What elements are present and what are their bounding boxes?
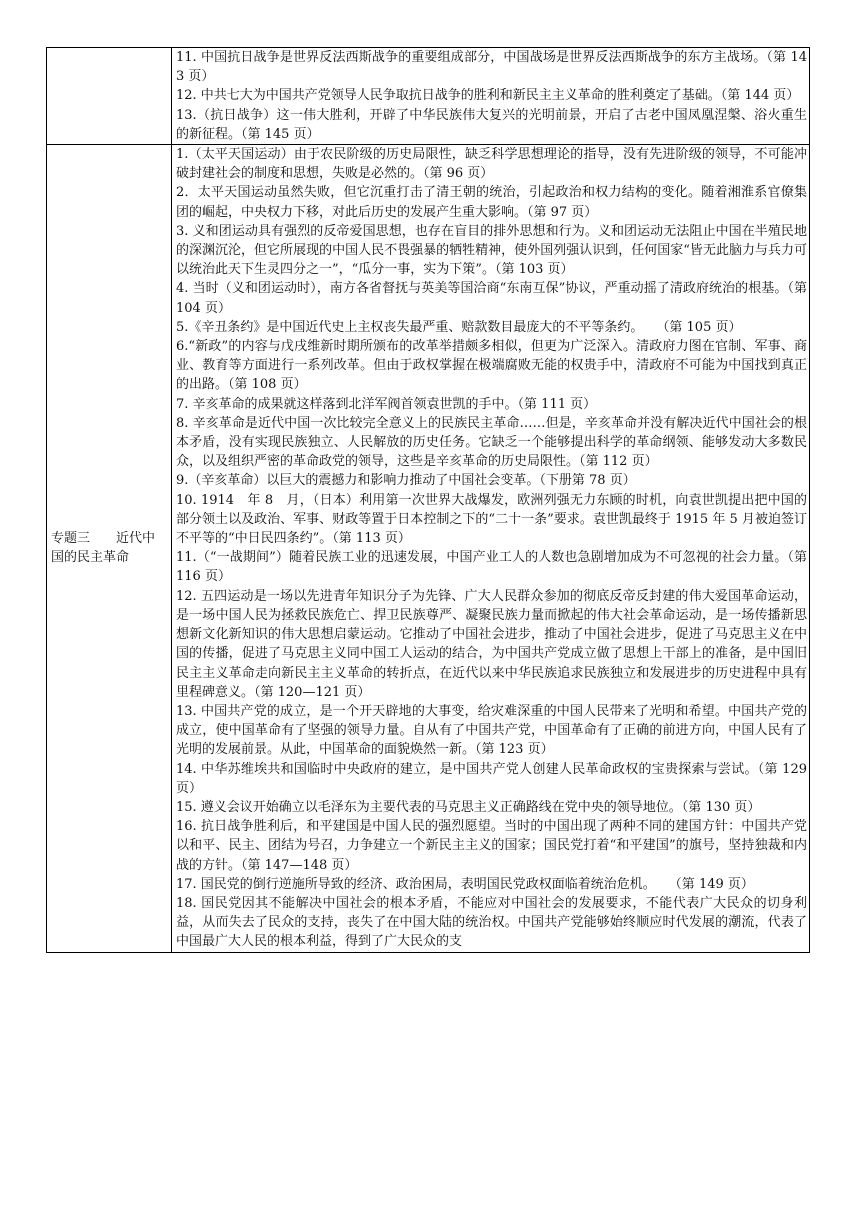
topic-cell: 专题三 近代中国的民主革命: [47, 145, 172, 953]
list-item: 18. 国民党因其不能解决中国社会的根本矛盾，不能应对中国社会的发展要求，不能代表广大民众的切身利益，从而失去了民众的支持，丧失了在中国大陆的统治权。中国共产党能够始终顺应时代发展的潮流，代表了中国最广大人民的根本利益，得到了广大民众的支: [176, 895, 807, 950]
list-item: 13. 中国共产党的成立，是一个开天辟地的大事变，给灾难深重的中国人民带来了光明和希望。中国共产党的成立，使中国革命有了坚强的领导力量。自从有了中国共产党，中国革命有了正确的前进方向，中国人民有了光明的发展前景。从此，中国革命的面貌焕然一新。（第 123 页）: [176, 703, 807, 758]
list-item: 12. 中共七大为中国共产党领导人民争取抗日战争的胜利和新民主主义革命的胜利奠定了基础。（第 144 页）: [176, 88, 800, 104]
list-item: 13.（抗日战争）这一伟大胜利，开辟了中华民族伟大复兴的光明前景，开启了古老中国凤凰涅槃、浴火重生的新征程。（第 145 页）: [176, 107, 807, 142]
list-item: 8. 辛亥革命是近代中国一次比较完全意义上的民族民主革命……但是，辛亥革命并没有解决近代中国社会的根本矛盾，没有实现民族独立、人民解放的历史任务。它缺乏一个能够提出科学的革命纲领、能够发动大多数民众，以及组织严密的革命政党的领导，这些是辛亥革命的历史局限性。（第 112 页）: [176, 415, 807, 470]
list-item: 14. 中华苏维埃共和国临时中央政府的建立，是中国共产党人创建人民革命政权的宝贵探索与尝试。（第 129 页）: [176, 761, 807, 796]
content-cell: [172, 145, 810, 953]
list-item: 11.（“一战期间”）随着民族工业的迅速发展，中国产业工人的人数也急剧增加成为不可忽视的社会力量。（第 116 页）: [176, 550, 807, 585]
content-cell: [172, 48, 810, 145]
list-item: 12. 五四运动是一场以先进青年知识分子为先锋、广大人民群众参加的彻底反帝反封建的伟大爱国革命运动，是一场中国人民为拯救民族危亡、捍卫民族尊严、凝聚民族力量而掀起的伟大社会革命运动，是一场传播新思想新文化新知识的伟大思想启蒙运动。它推动了中国社会进步，推动了中国社会进步，促进了马克思主义在中国的传播，促进了马克思主义同中国工人运动的结合，为中国共产党成立做了思想上干部上的准备，是中国旧民主主义革命走向新民主主义革命的转折点，在近代以来中华民族追求民族独立和发展进步的历史进程中具有里程碑意义。（第 120—121 页）: [176, 588, 807, 700]
topic-cell: [47, 48, 172, 145]
list-item: 6.“新政”的内容与戊戌维新时期所颁布的改革举措颇多相似，但更为广泛深入。清政府力图在官制、军事、商业、教育等方面进行一系列改革。但由于政权掌握在极端腐败无能的权贵手中，清政府不可能为中国找到真正的出路。（第 108 页）: [176, 339, 807, 393]
notes-table: [46, 47, 810, 953]
list-item: 16. 抗日战争胜利后，和平建国是中国人民的强烈愿望。当时的中国出现了两种不同的建国方针：中国共产党以和平、民主、团结为号召，力争建立一个新民主主义的国家；国民党打着“和平建国”的旗号，坚持独裁和内战的方针。（第 147—148 页）: [176, 819, 807, 873]
list-item: 1.（太平天国运动）由于农民阶级的历史局限性，缺乏科学思想理论的指导，没有先进阶级的领导，不可能冲破封建社会的制度和思想，失败是必然的。（第 96 页）: [176, 147, 807, 182]
list-item: 2．太平天国运动虽然失败，但它沉重打击了清王朝的统治，引起政治和权力结构的变化。随着湘淮系官僚集团的崛起，中央权力下移，对此后历史的发展产生重大影响。（第 97 页）: [176, 185, 807, 220]
list-item: 15. 遵义会议开始确立以毛泽东为主要代表的马克思主义正确路线在党中央的领导地位。（第 130 页）: [176, 799, 761, 815]
list-item: 10. 1914 年 8 月，（日本）利用第一次世界大战爆发，欧洲列强无力东顾的时机，向袁世凯提出把中国的部分领土以及政治、军事、财政等置于日本控制之下的“二十一条”要求。袁世凯最终于 1915 年 5 月被迫签订不平等的“中日民四条约”。（第 113 页）: [176, 492, 807, 547]
list-item: 3. 义和团运动具有强烈的反帝爱国思想，也存在盲目的排外思想和行为。义和团运动无法阻止中国在半殖民地的深渊沉沦，但它所展现的中国人民不畏强暴的牺牲精神，使外国列强认识到，任何国家“皆无此脑力与兵力可以统治此天下生灵四分之一”，“瓜分一事，实为下策”。（第 103 页）: [176, 223, 807, 278]
list-item: 9.（辛亥革命）以巨大的震撼力和影响力推动了中国社会变革。（下册第 78 页）: [176, 473, 636, 489]
list-item: 17. 国民党的倒行逆施所导致的经济、政治困局，表明国民党政权面临着统治危机。 （第 149 页）: [176, 876, 754, 892]
list-item: 5.《辛丑条约》是中国近代史上主权丧失最严重、赔款数目最庞大的不平等条约。 （第 105 页）: [176, 319, 742, 335]
table-row: [47, 48, 810, 145]
table-row: [47, 145, 810, 953]
list-item: 7. 辛亥革命的成果就这样落到北洋军阀首领袁世凯的手中。（第 111 页）: [176, 396, 597, 412]
list-item: 11. 中国抗日战争是世界反法西斯战争的重要组成部分，中国战场是世界反法西斯战争的东方主战场。（第 143 页）: [176, 50, 807, 85]
list-item: 4. 当时（义和团运动时），南方各省督抚与英美等国洽商“东南互保”协议，严重动摇了清政府统治的根基。（第 104 页）: [176, 281, 807, 316]
